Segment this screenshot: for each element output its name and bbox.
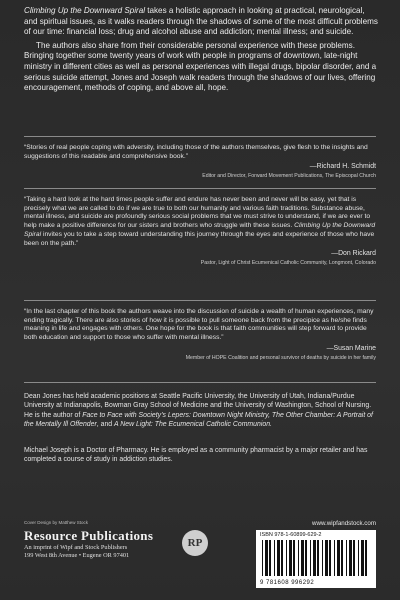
endorsement-2 bbox=[24, 196, 376, 267]
isbn-text: ISBN 978-1-60899-629-2 bbox=[260, 532, 322, 538]
publisher-name: Resource Publications bbox=[24, 528, 154, 543]
divider bbox=[24, 382, 376, 383]
publisher-url[interactable]: www.wipfandstock.com bbox=[312, 520, 376, 527]
endorser-affiliation: Editor and Director, Forward Movement Publications, The Episcopal Church bbox=[202, 173, 376, 180]
endorsement-3 bbox=[24, 308, 376, 362]
barcode-digits: 9 781608 996292 bbox=[260, 580, 315, 586]
divider bbox=[24, 136, 376, 137]
description-paragraph-2: The authors also share from their considerable personal experience with these problems. Bringing together some twenty years of work with people in programs of downtown, late-night ministry in different cities as well as personal experiences with illegal drugs, bipolar disorder, and a serious suicide attempt, Jones and Joseph walk readers through the shadows of our lives, offering encouragement, methods of coping, and above all, hope. bbox=[24, 40, 377, 93]
divider bbox=[24, 188, 376, 189]
publisher-address: 199 West 8th Avenue • Eugene OR 97401 bbox=[24, 552, 130, 559]
endorsement-text: “Taking a hard look at the hard times people suffer and endure has never been and never will be easy, yet that is precisely what we are called to do if we are true to both our humanity and various faith traditions. Substance abuse, mental illness, and suicide are profoundly serious social problems that we must strive to understand, if we are ever to help make a positive difference for our sisters and brothers who struggle with these issues. Climbing Up the Downward Spiral invites you to take a step toward understanding this journey through the eyes and experience of those who have been on the path.” bbox=[24, 196, 376, 247]
book-description bbox=[24, 6, 380, 94]
publisher-logo-icon: RP bbox=[182, 530, 208, 556]
barcode bbox=[256, 530, 376, 588]
endorser-affiliation: Member of HOPE Coalition and personal survivor of deaths by suicide in her family bbox=[185, 354, 376, 361]
cover-credit: Cover Design by Matthew Stock bbox=[24, 520, 89, 525]
endorser-name: —Don Rickard bbox=[331, 250, 376, 258]
book-title: Climbing Up the Downward Spiral bbox=[24, 6, 146, 15]
endorsement-text: “In the last chapter of this book the authors weave into the discussion of suicide a wealth of human experiences, many ending tragically. There are also stories of how it is possible to pull someone back from the precipice as he/she finds meaning in life and engages with others. One hope for the book is that faith communities will step forward to provide both education and support to those who suffer with mental illness.” bbox=[24, 308, 374, 342]
endorser-affiliation: Pastor, Light of Christ Ecumenical Catholic Community, Longmont, Colorado bbox=[200, 259, 376, 266]
publisher-block bbox=[24, 528, 184, 560]
endorser-name: —Richard H. Schmidt bbox=[309, 163, 376, 171]
author-bio-michael: Michael Joseph is a Doctor of Pharmacy. He is employed as a community pharmacist by a major retailer and has completed a course of study in addiction studies. bbox=[24, 447, 368, 464]
endorsement-text: “Stories of real people coping with adversity, including those of the authors themselves, give flesh to the insights and suggestions of this readable and comprehensive book.” bbox=[24, 144, 368, 160]
barcode-bars-icon bbox=[260, 540, 372, 576]
divider bbox=[24, 300, 376, 301]
description-paragraph-1: Climbing Up the Downward Spiral takes a holistic approach in looking at practical, neurological, and spiritual issues, as it walks readers through the shadows of some of the most difficult problems of our time: financial loss; drug and alcohol abuse and addiction; mental illness; and suicide. bbox=[24, 6, 378, 37]
author-bio-dean: Dean Jones has held academic positions at Seattle Pacific University, the University of Utah, Indiana/Purdue University at Indianapolis, Bowman Gray School of Medicine and the University of Washington, School of Nursing. He is the author of Face to Face with Society’s Lepers: Downtown Night Ministry, The Other Chamber: A Portrait of the Mentally Ill Offender, and A New Light: The Ecumenical Catholic Communion. bbox=[24, 393, 373, 429]
endorser-name: —Susan Marine bbox=[326, 344, 376, 352]
publisher-imprint: An imprint of Wipf and Stock Publishers bbox=[24, 544, 128, 551]
endorsement-1 bbox=[24, 144, 376, 180]
